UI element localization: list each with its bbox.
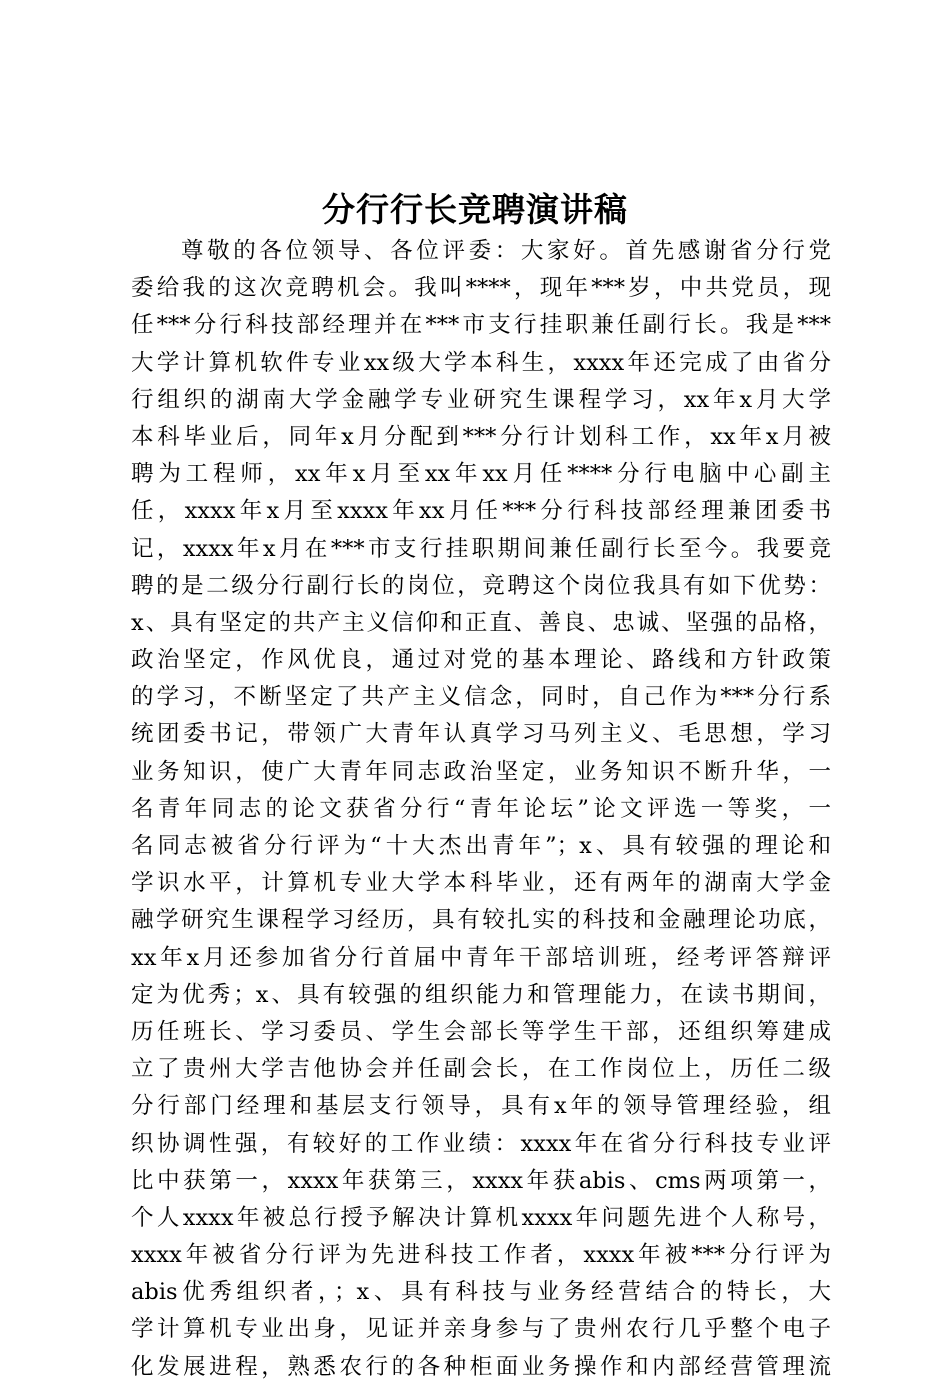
paragraph-line: abis优秀组织者，；x、具有科技与业务经营结合的特长，大 — [131, 1279, 831, 1306]
paragraph-line: 记，xxxx年x月在***市支行挂职期间兼任副行长至今。我要竞 — [131, 535, 831, 562]
page-title: 分行行长竞聘演讲稿 — [322, 190, 628, 229]
paragraph-line: 行组织的湖南大学金融学专业研究生课程学习，xx年x月大学 — [131, 386, 831, 413]
paragraph-line: 学识水平，计算机专业大学本科毕业，还有两年的湖南大学金 — [131, 870, 831, 897]
paragraph-line: 比中获第一，xxxx年获第三，xxxx年获abis、cms两项第一， — [131, 1167, 831, 1194]
paragraph-line: 定为优秀；x、具有较强的组织能力和管理能力，在读书期间， — [131, 981, 831, 1008]
paragraph-line: 统团委书记，带领广大青年认真学习马列主义、毛思想，学习 — [131, 721, 831, 748]
paragraph-line: 织协调性强，有较好的工作业绩：xxxx年在省分行科技专业评 — [131, 1130, 831, 1157]
paragraph-line: x、具有坚定的共产主义信仰和正直、善良、忠诚、坚强的品格， — [131, 609, 831, 636]
paragraph-line: 任，xxxx年x月至xxxx年xx月任***分行科技部经理兼团委书 — [131, 498, 831, 525]
paragraph-line: 立了贵州大学吉他协会并任副会长，在工作岗位上，历任二级 — [131, 1056, 831, 1083]
paragraph-line: 尊敬的各位领导、各位评委：大家好。首先感谢省分行党 — [181, 238, 831, 264]
paragraph-line: 委给我的这次竞聘机会。我叫****，现年***岁，中共党员，现 — [131, 275, 831, 302]
speech-body — [131, 233, 831, 1386]
paragraph-line: 个人xxxx年被总行授予解决计算机xxxx年问题先进个人称号， — [131, 1204, 831, 1231]
paragraph-line: 名同志被省分行评为“十大杰出青年”；x、具有较强的理论和 — [131, 833, 831, 859]
paragraph-line: 分行部门经理和基层支行领导，具有x年的领导管理经验，组 — [131, 1093, 831, 1120]
paragraph-line: 学计算机专业出身，见证并亲身参与了贵州农行几乎整个电子 — [131, 1316, 831, 1343]
paragraph-line: 聘为工程师，xx年x月至xx年xx月任****分行电脑中心副主 — [131, 461, 831, 488]
paragraph-line: 融学研究生课程学习经历，具有较扎实的科技和金融理论功底， — [131, 907, 831, 934]
paragraph-line: 业务知识，使广大青年同志政治坚定，业务知识不断升华，一 — [131, 758, 831, 785]
paragraph-line: 的学习，不断坚定了共产主义信念，同时，自己作为***分行系 — [131, 684, 831, 711]
paragraph-line: 历任班长、学习委员、学生会部长等学生干部，还组织筹建成 — [131, 1018, 831, 1045]
paragraph-line: 任***分行科技部经理并在***市支行挂职兼任副行长。我是*** — [131, 312, 831, 339]
paragraph-line: xx年x月还参加省分行首届中青年干部培训班，经考评答辩评 — [131, 944, 831, 971]
paragraph-line: xxxx年被省分行评为先进科技工作者，xxxx年被***分行评为 — [131, 1242, 831, 1269]
paragraph-line: 大学计算机软件专业xx级大学本科生，xxxx年还完成了由省分 — [131, 349, 831, 376]
paragraph-line: 名青年同志的论文获省分行“青年论坛”论文评选一等奖，一 — [131, 795, 831, 822]
paragraph-line: 本科毕业后，同年x月分配到***分行计划科工作，xx年x月被 — [131, 423, 831, 450]
paragraph-line: 政治坚定，作风优良，通过对党的基本理论、路线和方针政策 — [131, 647, 831, 674]
paragraph-line: 化发展进程，熟悉农行的各种柜面业务操作和内部经营管理流 — [131, 1353, 831, 1380]
paragraph-line: 聘的是二级分行副行长的岗位，竞聘这个岗位我具有如下优势： — [131, 572, 831, 599]
